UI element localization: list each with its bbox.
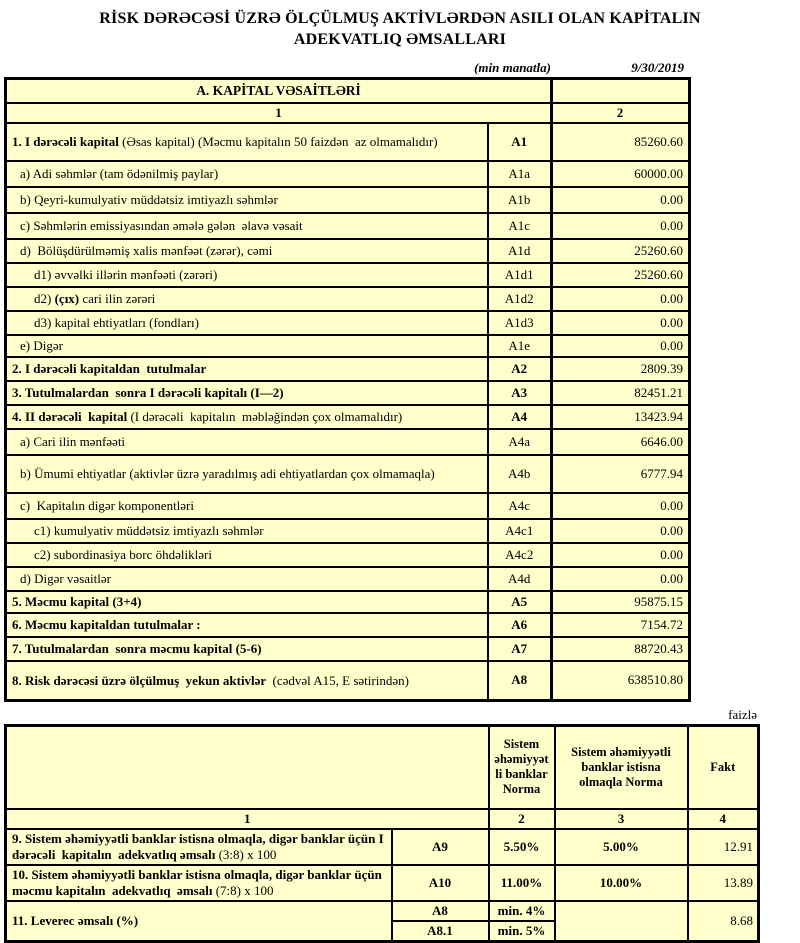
row-label <box>6 519 488 543</box>
ratio-table-colnum-row <box>6 809 759 829</box>
ratio-col-number-3: 3 <box>555 809 688 829</box>
capital-row-A1d <box>6 239 690 263</box>
col-number-1: 1 <box>6 103 552 123</box>
unit-note: (min manatla) <box>474 60 551 75</box>
nonsys-norm-value: 10.00% <box>555 865 688 901</box>
capital-row-A7 <box>6 637 690 661</box>
ratio-row-11a <box>6 901 759 921</box>
row-code: A1d2 <box>488 287 552 311</box>
row-code: A9 <box>392 829 489 865</box>
row-value: 0.00 <box>552 311 690 335</box>
row-label <box>6 543 488 567</box>
page-title <box>0 0 800 50</box>
row-label-bold: 8. Risk dərəcəsi üzrə ölçülmuş yekun aktivlər <box>12 672 270 688</box>
ratio-table-header-row <box>6 726 759 809</box>
capital-row-A1c <box>6 213 690 239</box>
capital-row-A1e <box>6 335 690 357</box>
capital-row-A8 <box>6 661 690 701</box>
row-code: A1d <box>488 239 552 263</box>
row-label-text: d) Bölüşdürülməmiş xalis mənfəət (zərər), cəmi <box>20 243 273 258</box>
sys-norm-value: 5.50% <box>489 829 555 865</box>
row-label <box>6 357 488 381</box>
capital-row-A1d1 <box>6 263 690 287</box>
row-value: 6646.00 <box>552 429 690 455</box>
row-label <box>6 239 488 263</box>
row-value: 0.00 <box>552 543 690 567</box>
row-label <box>6 429 488 455</box>
row-code: A4 <box>488 405 552 429</box>
capital-row-A4d <box>6 567 690 591</box>
row-label-bold: 6. Məcmu kapitaldan tutulmalar : <box>12 617 201 632</box>
row-value: 13423.94 <box>552 405 690 429</box>
row-code: A4b <box>488 455 552 493</box>
row-label: 11. Leverec əmsalı (%) <box>6 901 392 942</box>
row-code: A10 <box>392 865 489 901</box>
row-label-text: a) Cari ilin mənfəəti <box>20 434 126 449</box>
capital-row-A1a <box>6 161 690 187</box>
header-nonsys-banks-norma: Sistem əhəmiyyətli banklar istisna olmaqla Norma <box>555 726 688 809</box>
row-label <box>6 311 488 335</box>
row-code: A6 <box>488 613 552 637</box>
row-label <box>6 123 488 161</box>
row-value: 638510.80 <box>552 661 690 701</box>
row-value: 0.00 <box>552 287 690 311</box>
row-label-text: cari ilin zərəri <box>79 291 156 306</box>
row-value: 0.00 <box>552 493 690 519</box>
row-code: A8 <box>392 901 489 921</box>
row-label-text: (I dərəcəli kapitalın məbləğindən çox olmamalıdır) <box>130 409 403 424</box>
row-label-tail: (7:8) x 100 <box>215 882 274 898</box>
ratio-row-9 <box>6 829 759 865</box>
row-label <box>6 335 488 357</box>
row-label <box>6 613 488 637</box>
row-label-bold: 3. Tutulmalardan sonra I dərəcəli kapitalı (I—2) <box>12 385 284 400</box>
row-label-tail: (3:8) x 100 <box>218 846 277 862</box>
row-label <box>6 829 392 865</box>
row-label-bold: 7. Tutulmalardan sonra məcmu kapital (5-6) <box>12 641 262 656</box>
capital-row-A2 <box>6 357 690 381</box>
row-label <box>6 637 488 661</box>
row-code: A2 <box>488 357 552 381</box>
row-code: A4a <box>488 429 552 455</box>
row-label-text: c1) kumulyativ müddətsiz imtiyazlı səhmlər <box>34 523 264 538</box>
row-label-text: c) Kapitalın digər komponentləri <box>20 498 195 513</box>
row-value: 0.00 <box>552 213 690 239</box>
ratio-row-10 <box>6 865 759 901</box>
row-value: 25260.60 <box>552 239 690 263</box>
nonsys-norm-empty-cell <box>555 901 688 942</box>
row-code: A5 <box>488 591 552 613</box>
sys-norm-value: min. 5% <box>489 921 555 942</box>
capital-row-A6 <box>6 613 690 637</box>
col-number-2: 2 <box>552 103 690 123</box>
row-label <box>6 405 488 429</box>
percent-note: faizlə <box>728 707 757 722</box>
capital-row-A4c <box>6 493 690 519</box>
row-value: 88720.43 <box>552 637 690 661</box>
row-code: A4c1 <box>488 519 552 543</box>
row-value: 0.00 <box>552 519 690 543</box>
row-label-text: (cədvəl A15, E sətirindən) <box>269 672 409 688</box>
capital-row-A4c1 <box>6 519 690 543</box>
row-label-bold: 10. Sistem əhəmiyyətli banklar istisna olmaqla, digər banklar üçün məcmu kapitalın adekvatlıq əmsalı <box>12 866 386 898</box>
row-label-bold: 9. Sistem əhəmiyyətli banklar istisna olmaqla, digər banklar üçün I dərəcəli kapitalın adekvatlıq əmsalı <box>12 830 387 862</box>
capital-table-section-row <box>6 79 690 103</box>
row-label <box>6 591 488 613</box>
row-value: 0.00 <box>552 335 690 357</box>
row-code: A7 <box>488 637 552 661</box>
ratio-table <box>4 724 760 943</box>
capital-row-A1 <box>6 123 690 161</box>
row-label-text: c2) subordinasiya borc öhdəlikləri <box>34 547 212 562</box>
row-code: A1c <box>488 213 552 239</box>
row-label <box>6 263 488 287</box>
row-label-text: d2) <box>34 291 55 306</box>
row-code: A1a <box>488 161 552 187</box>
meta-row <box>4 61 686 75</box>
row-label-text: e) Digər <box>20 338 63 353</box>
row-code: A1d3 <box>488 311 552 335</box>
capital-row-A4a <box>6 429 690 455</box>
ratio-col-number-1: 1 <box>6 809 489 829</box>
row-value: 82451.21 <box>552 381 690 405</box>
row-label-bold: 4. II dərəcəli kapital <box>12 409 131 424</box>
row-label <box>6 661 488 701</box>
row-label-text: d1) əvvəlki illərin mənfəəti (zərəri) <box>34 267 218 282</box>
report-date: 9/30/2019 <box>631 60 684 75</box>
fact-value: 8.68 <box>688 901 759 942</box>
row-value: 95875.15 <box>552 591 690 613</box>
row-label <box>6 381 488 405</box>
ratio-col-number-4: 4 <box>688 809 759 829</box>
header-sys-banks-norma: Sistem əhəmiyyət li banklar Norma <box>489 726 555 809</box>
row-code: A4d <box>488 567 552 591</box>
capital-table-colnum-row <box>6 103 690 123</box>
row-label-bold: 2. I dərəcəli kapitaldan tutulmalar <box>12 361 207 376</box>
row-value: 0.00 <box>552 567 690 591</box>
row-code: A3 <box>488 381 552 405</box>
sys-norm-value: min. 4% <box>489 901 555 921</box>
header-fakt: Fakt <box>688 726 759 809</box>
row-value: 6777.94 <box>552 455 690 493</box>
capital-row-A3 <box>6 381 690 405</box>
row-label-bold: 1. I dərəcəli kapital <box>12 134 123 149</box>
row-label <box>6 287 488 311</box>
capital-row-A1d3 <box>6 311 690 335</box>
row-code: A4c <box>488 493 552 519</box>
row-code: A1b <box>488 187 552 213</box>
row-label-text: d) Digər vəsaitlər <box>20 571 111 586</box>
capital-row-A4b <box>6 455 690 493</box>
row-label <box>6 161 488 187</box>
fact-value: 13.89 <box>688 865 759 901</box>
fact-value: 12.91 <box>688 829 759 865</box>
capital-table <box>4 77 691 702</box>
ratio-col-number-2: 2 <box>489 809 555 829</box>
row-code: A1d1 <box>488 263 552 287</box>
row-code: A4c2 <box>488 543 552 567</box>
row-label-text: b) Ümumi ehtiyatlar (aktivlər üzrə yaradılmış adi ehtiyatlardan çox olmamaqla) <box>20 466 435 481</box>
row-label-text: c) Səhmlərin emissiyasından əmələ gələn əlavə vəsait <box>20 218 303 233</box>
page-title-line1: RİSK DƏRƏCƏSİ ÜZRƏ ÖLÇÜLMUŞ AKTİVLƏRDƏN ASILI OLAN KAPİTALIN <box>99 10 701 27</box>
row-label-text: a) Adi səhmlər (tam ödənilmiş paylar) <box>20 166 219 181</box>
sys-norm-value: 11.00% <box>489 865 555 901</box>
row-value: 0.00 <box>552 187 690 213</box>
nonsys-norm-value: 5.00% <box>555 829 688 865</box>
capital-row-A1d2 <box>6 287 690 311</box>
section-header: A. KAPİTAL VƏSAİTLƏRİ <box>6 79 552 103</box>
section-header-empty-cell <box>552 79 690 103</box>
capital-row-A5 <box>6 591 690 613</box>
row-label <box>6 187 488 213</box>
row-value: 7154.72 <box>552 613 690 637</box>
row-label <box>6 567 488 591</box>
row-code: A1 <box>488 123 552 161</box>
row-value: 60000.00 <box>552 161 690 187</box>
row-label <box>6 493 488 519</box>
capital-row-A4 <box>6 405 690 429</box>
capital-row-A1b <box>6 187 690 213</box>
row-value: 25260.60 <box>552 263 690 287</box>
row-label-bold: 5. Məcmu kapital (3+4) <box>12 594 142 609</box>
row-label <box>6 213 488 239</box>
ratio-header-empty-cell <box>6 726 489 809</box>
row-value: 2809.39 <box>552 357 690 381</box>
row-code: A8 <box>488 661 552 701</box>
row-code: A1e <box>488 335 552 357</box>
row-label-text: d3) kapital ehtiyatları (fondları) <box>34 315 199 330</box>
row-label-bold: (çıx) <box>54 291 80 306</box>
row-label-text: b) Qeyri-kumulyativ müddətsiz imtiyazlı səhmlər <box>20 192 278 207</box>
row-code: A8.1 <box>392 921 489 942</box>
row-label <box>6 455 488 493</box>
row-label-text: (Əsas kapital) (Məcmu kapitalın 50 faizdən az olmamalıdır) <box>122 134 438 149</box>
capital-row-A4c2 <box>6 543 690 567</box>
page-title-line2: ADEKVATLIQ ƏMSALLARI <box>293 31 507 48</box>
row-value: 85260.60 <box>552 123 690 161</box>
row-label <box>6 865 392 901</box>
